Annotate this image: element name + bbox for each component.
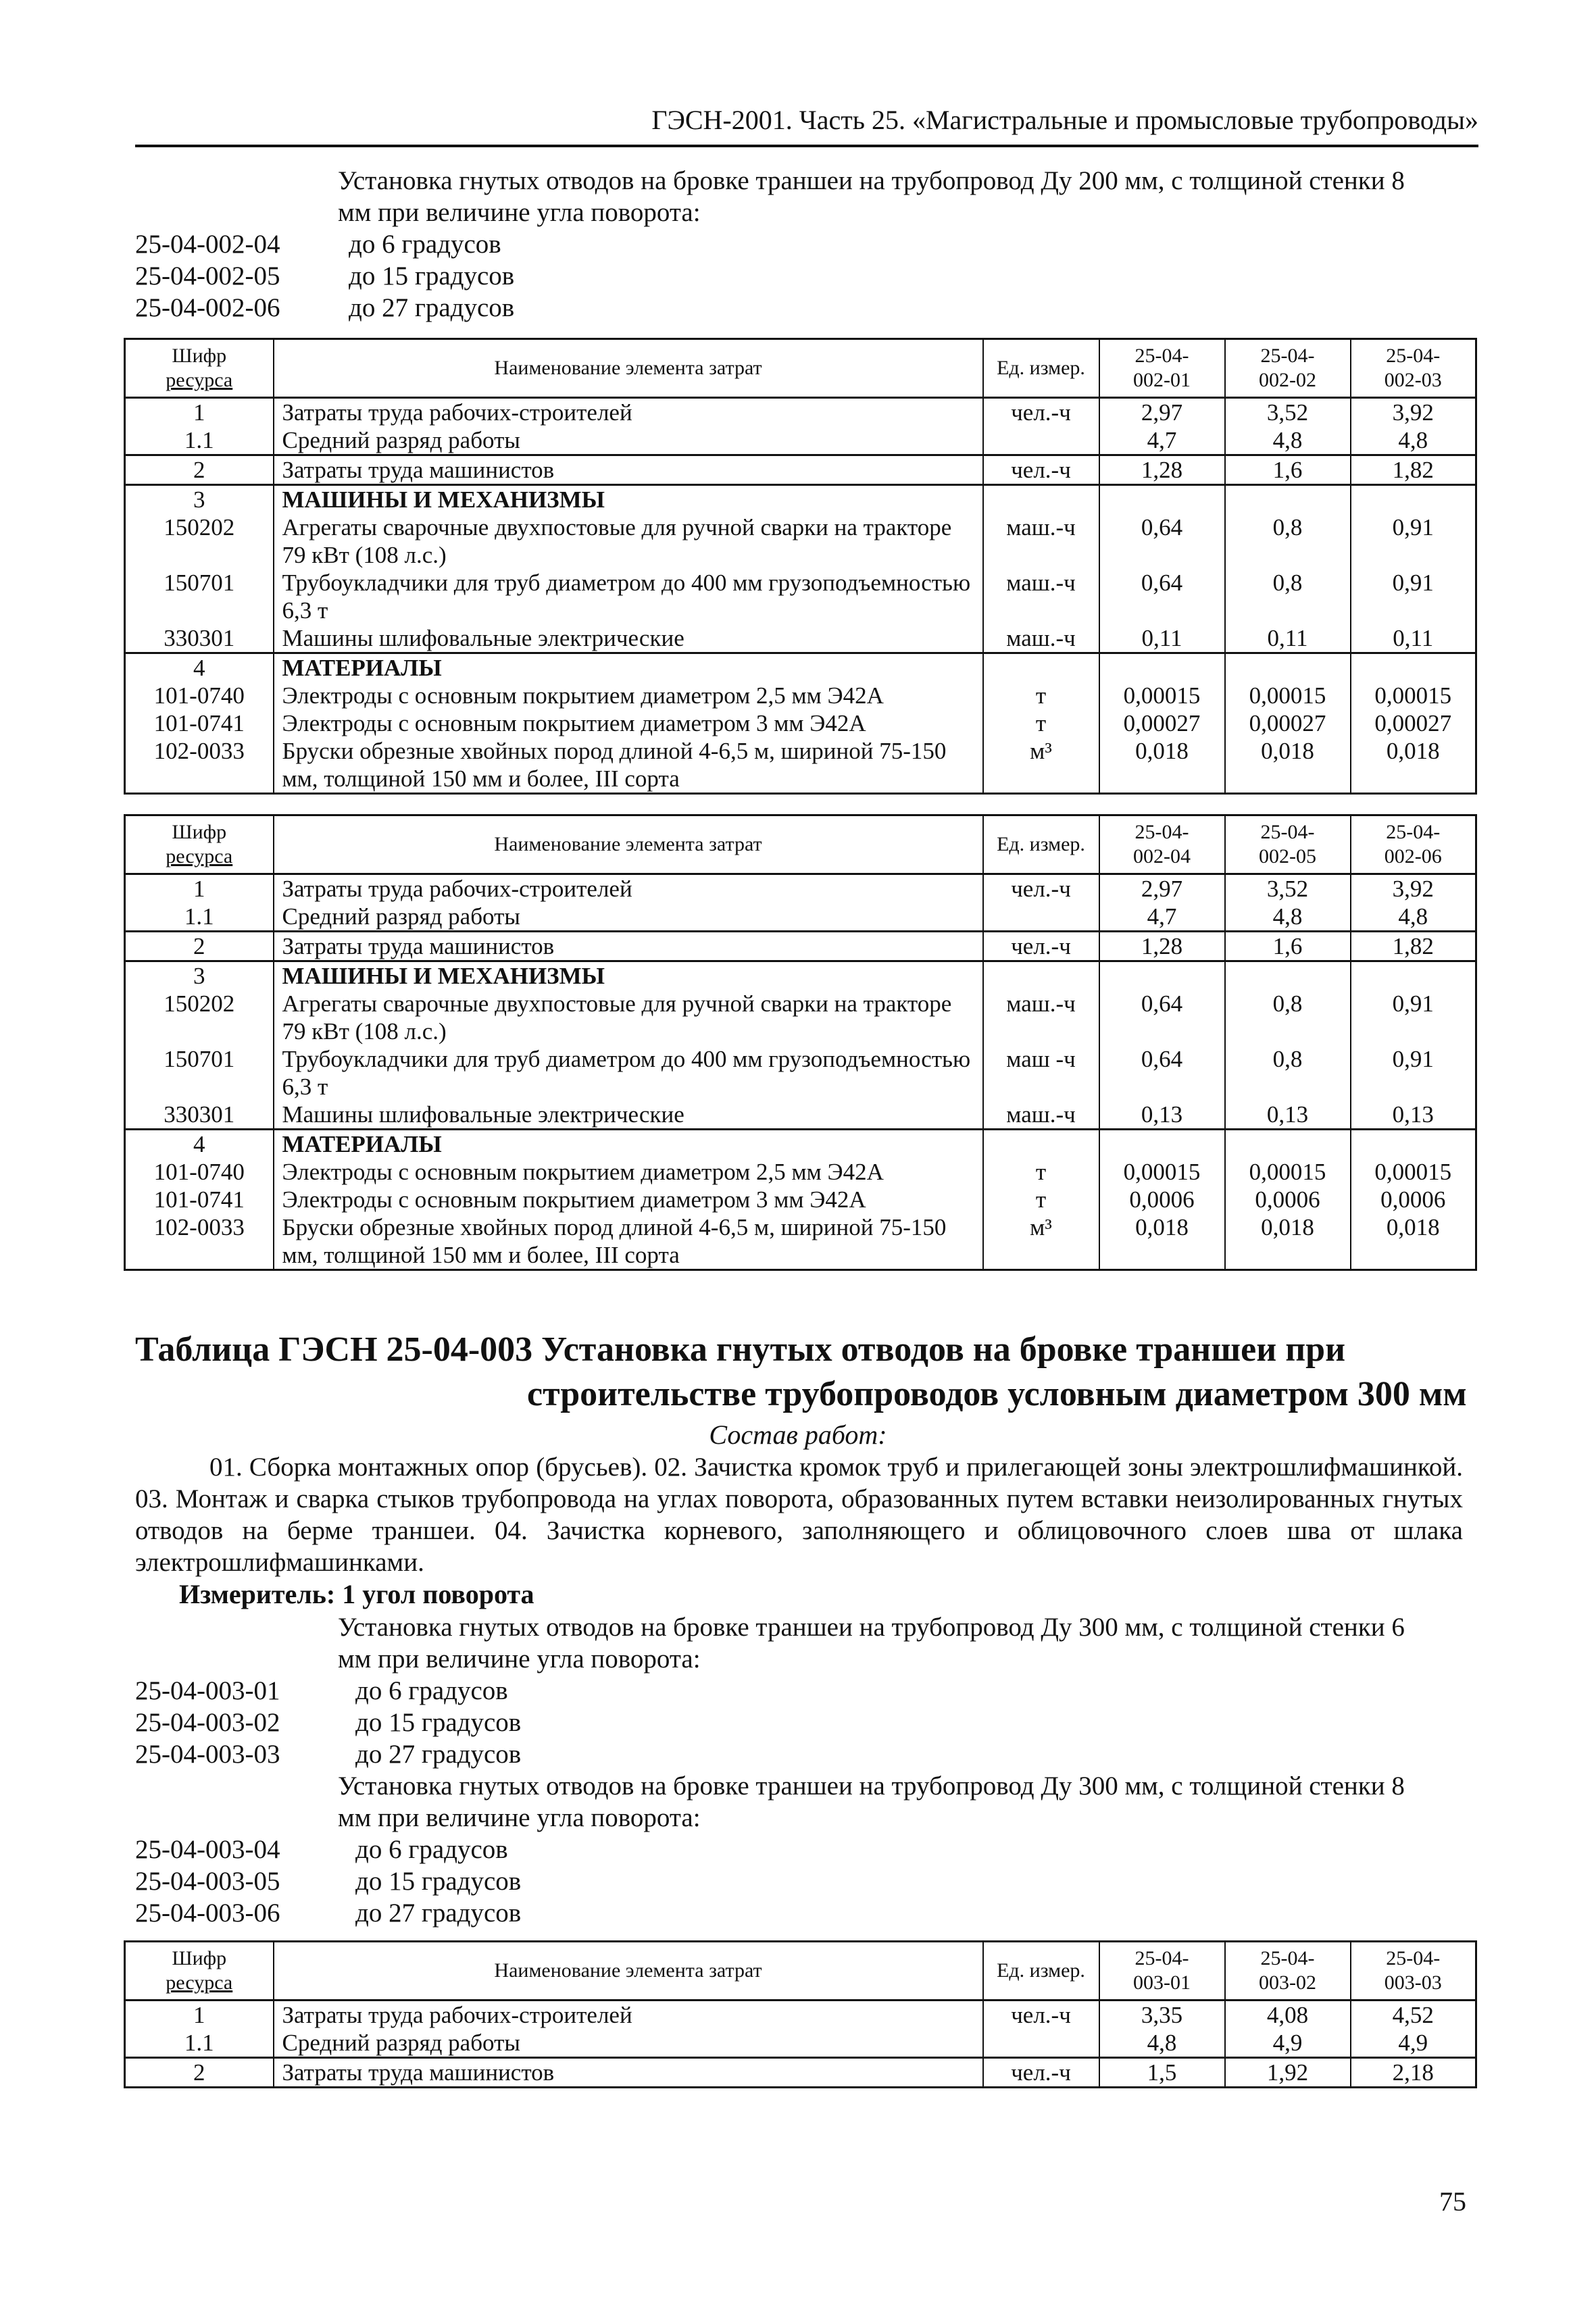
- cell-value: 0,018: [1351, 1213, 1476, 1270]
- measure-unit: Измеритель: 1 угол поворота: [179, 1579, 534, 1609]
- cell-value: 0,11: [1099, 624, 1225, 653]
- table-row: [125, 932, 1476, 961]
- cell-unit: чел.-ч: [983, 398, 1099, 427]
- cell-code: 4: [125, 1130, 274, 1159]
- table-row: [125, 709, 1476, 737]
- work-composition-text: 01. Сборка монтажных опор (брусьев). 02. Зачистка кромок труб и прилегающей зоны электрошлифмашинкой. 03. Монтаж и сварка стыков трубопровода на углах поворота, образованных путем вставки неизолированных гнутых отводов на берме траншеи. 04. Зачистка корневого, заполняющего и облицовочного слоев шва от шлака электрошлифмашинками.: [135, 1453, 1463, 1577]
- intro-item: 25-04-003-02 до 15 градусов: [135, 1708, 522, 1737]
- header-col-2: 25-04- 003-02: [1225, 1942, 1351, 2001]
- table-row: [125, 2058, 1476, 2088]
- cell-value: 1,6: [1225, 455, 1351, 485]
- cell-unit: чел.-ч: [983, 874, 1099, 903]
- table-header-row: [125, 1942, 1476, 2001]
- cell-name: Бруски обрезные хвойных пород длиной 4-6,5 м, шириной 75-150 мм, толщиной 150 мм и более, III сорта: [274, 1213, 983, 1270]
- cell-value: 1,28: [1099, 932, 1225, 961]
- cell-name: МАТЕРИАЛЫ: [274, 1130, 983, 1159]
- header-col-1: 25-04- 003-01: [1099, 1942, 1225, 2001]
- cell-unit: [983, 1130, 1099, 1159]
- cell-value: 0,11: [1225, 624, 1351, 653]
- cell-value: 4,08: [1225, 2001, 1351, 2030]
- cell-value: 0,0006: [1225, 1186, 1351, 1213]
- resource-table-3: [124, 1940, 1477, 2088]
- cell-value: [1099, 1130, 1225, 1159]
- cell-unit: т: [983, 709, 1099, 737]
- cell-name: Электроды с основным покрытием диаметром 2,5 мм Э42А: [274, 1158, 983, 1186]
- cell-name: Средний разряд работы: [274, 426, 983, 455]
- cell-value: 0,00015: [1351, 1158, 1476, 1186]
- intro-item: 25-04-002-04 до 6 градусов: [135, 230, 501, 259]
- table-row: [125, 1045, 1476, 1101]
- cell-code: 4: [125, 653, 274, 682]
- table-row: [125, 737, 1476, 794]
- table-row: [125, 903, 1476, 932]
- cell-name: Средний разряд работы: [274, 903, 983, 932]
- header-col-3: 25-04- 003-03: [1351, 1942, 1476, 2001]
- cell-code: 2: [125, 455, 274, 485]
- intro-item: 25-04-002-06 до 27 градусов: [135, 293, 515, 322]
- section-title: Таблица ГЭСН 25-04-003 Установка гнутых отводов на бровке траншеи при строительстве трубопроводов условным диаметром 300 мм: [135, 1330, 1467, 1413]
- cell-unit: [983, 961, 1099, 990]
- cell-value: 0,91: [1351, 513, 1476, 569]
- cell-value: [1351, 653, 1476, 682]
- cell-code: 101-0741: [125, 1186, 274, 1213]
- cell-value: 0,11: [1351, 624, 1476, 653]
- cell-value: 4,9: [1225, 2029, 1351, 2058]
- cell-name: Затраты труда рабочих-строителей: [274, 874, 983, 903]
- cell-name: Затраты труда машинистов: [274, 455, 983, 485]
- table-row: [125, 513, 1476, 569]
- cell-value: [1225, 653, 1351, 682]
- cell-code: 150701: [125, 1045, 274, 1101]
- cell-value: 0,018: [1225, 737, 1351, 794]
- cell-code: 2: [125, 2058, 274, 2088]
- table-row: [125, 874, 1476, 903]
- cell-value: 2,18: [1351, 2058, 1476, 2088]
- cell-value: 0,64: [1099, 990, 1225, 1045]
- work-composition-heading: Состав работ:: [709, 1419, 887, 1450]
- cell-value: 0,64: [1099, 1045, 1225, 1101]
- table-row: [125, 1158, 1476, 1186]
- cell-value: [1225, 961, 1351, 990]
- table-row: [125, 2029, 1476, 2058]
- cell-value: 1,6: [1225, 932, 1351, 961]
- header-unit: Ед. измер.: [983, 815, 1099, 874]
- cell-unit: маш.-ч: [983, 1101, 1099, 1130]
- header-col-1: 25-04- 002-04: [1099, 815, 1225, 874]
- cell-value: 0,00027: [1351, 709, 1476, 737]
- cell-value: 0,91: [1351, 569, 1476, 624]
- intro-item: 25-04-003-03 до 27 градусов: [135, 1740, 522, 1769]
- cell-code: 102-0033: [125, 1213, 274, 1270]
- cell-name: Трубоукладчики для труб диаметром до 400 мм грузоподъемностью 6,3 т: [274, 569, 983, 624]
- cell-name: Агрегаты сварочные двухпостовые для ручной сварки на тракторе 79 кВт (108 л.с.): [274, 990, 983, 1045]
- cell-value: 4,8: [1351, 426, 1476, 455]
- header-code: Шифр ресурса: [125, 815, 274, 874]
- cell-value: [1225, 1130, 1351, 1159]
- table-header-row: [125, 815, 1476, 874]
- cell-unit: чел.-ч: [983, 2001, 1099, 2030]
- cell-name: Машины шлифовальные электрические: [274, 624, 983, 653]
- table-row: [125, 961, 1476, 990]
- cell-unit: [983, 903, 1099, 932]
- header-name: Наименование элемента затрат: [274, 339, 983, 398]
- cell-unit: маш.-ч: [983, 624, 1099, 653]
- cell-code: 1.1: [125, 903, 274, 932]
- cell-unit: [983, 2029, 1099, 2058]
- resource-table-1: [124, 338, 1477, 795]
- cell-value: 0,00015: [1225, 682, 1351, 709]
- cell-unit: маш -ч: [983, 1045, 1099, 1101]
- cell-value: [1099, 653, 1225, 682]
- cell-value: 1,82: [1351, 932, 1476, 961]
- page-number: 75: [1439, 2186, 1466, 2217]
- cell-unit: чел.-ч: [983, 455, 1099, 485]
- cell-unit: т: [983, 1186, 1099, 1213]
- table-row: [125, 569, 1476, 624]
- cell-name: Машины шлифовальные электрические: [274, 1101, 983, 1130]
- table-row: [125, 2001, 1476, 2030]
- cell-name: Трубоукладчики для труб диаметром до 400 мм грузоподъемностью 6,3 т: [274, 1045, 983, 1101]
- cell-value: [1099, 961, 1225, 990]
- cell-name: МАТЕРИАЛЫ: [274, 653, 983, 682]
- cell-code: 150701: [125, 569, 274, 624]
- cell-code: 2: [125, 932, 274, 961]
- cell-unit: [983, 653, 1099, 682]
- cell-code: 101-0740: [125, 682, 274, 709]
- cell-code: 1: [125, 398, 274, 427]
- cell-value: 0,00015: [1351, 682, 1476, 709]
- cell-name: МАШИНЫ И МЕХАНИЗМЫ: [274, 961, 983, 990]
- header-col-1: 25-04- 002-01: [1099, 339, 1225, 398]
- header-unit: Ед. измер.: [983, 1942, 1099, 2001]
- cell-code: 101-0740: [125, 1158, 274, 1186]
- table-row: [125, 426, 1476, 455]
- cell-value: 0,8: [1225, 990, 1351, 1045]
- cell-value: 1,5: [1099, 2058, 1225, 2088]
- resource-table-2: [124, 814, 1477, 1271]
- cell-value: 4,8: [1351, 903, 1476, 932]
- cell-value: 0,8: [1225, 569, 1351, 624]
- intro-text-line: Установка гнутых отводов на бровке траншеи на трубопровод Ду 300 мм, с толщиной стенки 8: [338, 1771, 1405, 1801]
- cell-value: 0,0006: [1351, 1186, 1476, 1213]
- cell-value: 0,91: [1351, 990, 1476, 1045]
- header-col-2: 25-04- 002-02: [1225, 339, 1351, 398]
- intro-text-line: мм при величине угла поворота:: [338, 198, 701, 227]
- cell-value: 3,92: [1351, 874, 1476, 903]
- cell-value: 4,8: [1099, 2029, 1225, 2058]
- cell-name: Агрегаты сварочные двухпостовые для ручной сварки на тракторе 79 кВт (108 л.с.): [274, 513, 983, 569]
- header-col-3: 25-04- 002-06: [1351, 815, 1476, 874]
- cell-value: 2,97: [1099, 874, 1225, 903]
- intro-text-line: Установка гнутых отводов на бровке траншеи на трубопровод Ду 200 мм, с толщиной стенки 8: [338, 166, 1405, 195]
- cell-value: 0,13: [1099, 1101, 1225, 1130]
- table-row: [125, 485, 1476, 514]
- cell-value: 1,92: [1225, 2058, 1351, 2088]
- table-row: [125, 990, 1476, 1045]
- cell-unit: маш.-ч: [983, 513, 1099, 569]
- cell-code: 330301: [125, 624, 274, 653]
- cell-code: 1.1: [125, 426, 274, 455]
- cell-name: МАШИНЫ И МЕХАНИЗМЫ: [274, 485, 983, 514]
- header-col-3: 25-04- 002-03: [1351, 339, 1476, 398]
- cell-unit: т: [983, 1158, 1099, 1186]
- intro-block-1: [135, 165, 1487, 324]
- cell-value: 0,0006: [1099, 1186, 1225, 1213]
- intro-item: 25-04-003-04 до 6 градусов: [135, 1835, 508, 1864]
- header-code: Шифр ресурса: [125, 339, 274, 398]
- cell-value: 0,018: [1099, 737, 1225, 794]
- cell-value: 3,52: [1225, 398, 1351, 427]
- cell-name: Затраты труда машинистов: [274, 2058, 983, 2088]
- cell-name: Электроды с основным покрытием диаметром 3 мм Э42А: [274, 1186, 983, 1213]
- intro-block-2: [135, 1611, 1487, 1929]
- cell-name: Электроды с основным покрытием диаметром 2,5 мм Э42А: [274, 682, 983, 709]
- cell-unit: маш.-ч: [983, 569, 1099, 624]
- cell-value: 0,018: [1099, 1213, 1225, 1270]
- cell-value: 3,52: [1225, 874, 1351, 903]
- cell-value: 4,9: [1351, 2029, 1476, 2058]
- cell-code: 330301: [125, 1101, 274, 1130]
- cell-code: 1: [125, 874, 274, 903]
- intro-text-line: мм при величине угла поворота:: [338, 1803, 701, 1832]
- cell-value: 1,28: [1099, 455, 1225, 485]
- table-row: [125, 1186, 1476, 1213]
- table-row: [125, 1101, 1476, 1130]
- header-code: Шифр ресурса: [125, 1942, 274, 2001]
- cell-value: 0,00027: [1225, 709, 1351, 737]
- cell-name: Средний разряд работы: [274, 2029, 983, 2058]
- cell-value: 4,7: [1099, 903, 1225, 932]
- cell-value: 0,91: [1351, 1045, 1476, 1101]
- header-name: Наименование элемента затрат: [274, 815, 983, 874]
- cell-unit: чел.-ч: [983, 2058, 1099, 2088]
- intro-item: 25-04-003-05 до 15 градусов: [135, 1867, 522, 1896]
- table-row: [125, 398, 1476, 427]
- cell-code: 101-0741: [125, 709, 274, 737]
- cell-code: 150202: [125, 990, 274, 1045]
- cell-value: 0,00015: [1099, 682, 1225, 709]
- intro-text-line: Установка гнутых отводов на бровке траншеи на трубопровод Ду 300 мм, с толщиной стенки 6: [338, 1613, 1405, 1642]
- intro-item: 25-04-003-01 до 6 градусов: [135, 1676, 508, 1705]
- table-row: [125, 653, 1476, 682]
- cell-name: Затраты труда рабочих-строителей: [274, 398, 983, 427]
- cell-name: Затраты труда машинистов: [274, 932, 983, 961]
- cell-value: 0,64: [1099, 513, 1225, 569]
- table-row: [125, 1213, 1476, 1270]
- cell-value: 2,97: [1099, 398, 1225, 427]
- cell-value: 0,018: [1225, 1213, 1351, 1270]
- cell-code: 1.1: [125, 2029, 274, 2058]
- table-row: [125, 624, 1476, 653]
- cell-code: 150202: [125, 513, 274, 569]
- cell-code: 3: [125, 961, 274, 990]
- cell-unit: чел.-ч: [983, 932, 1099, 961]
- cell-name: Бруски обрезные хвойных пород длиной 4-6,5 м, шириной 75-150 мм, толщиной 150 мм и более, III сорта: [274, 737, 983, 794]
- cell-value: 0,13: [1225, 1101, 1351, 1130]
- page-header: ГЭСН-2001. Часть 25. «Магистральные и промысловые трубопроводы»: [135, 103, 1478, 147]
- cell-value: [1225, 485, 1351, 514]
- table-row: [125, 455, 1476, 485]
- cell-value: 4,7: [1099, 426, 1225, 455]
- cell-name: Электроды с основным покрытием диаметром 3 мм Э42А: [274, 709, 983, 737]
- cell-value: 1,82: [1351, 455, 1476, 485]
- cell-value: 4,8: [1225, 426, 1351, 455]
- cell-code: 1: [125, 2001, 274, 2030]
- cell-value: 3,92: [1351, 398, 1476, 427]
- cell-unit: т: [983, 682, 1099, 709]
- cell-value: 4,8: [1225, 903, 1351, 932]
- header-col-2: 25-04- 002-05: [1225, 815, 1351, 874]
- table-row: [125, 1130, 1476, 1159]
- cell-value: 0,13: [1351, 1101, 1476, 1130]
- table-row: [125, 682, 1476, 709]
- header-name: Наименование элемента затрат: [274, 1942, 983, 2001]
- cell-value: 0,00015: [1225, 1158, 1351, 1186]
- intro-item: 25-04-002-05 до 15 градусов: [135, 261, 515, 291]
- intro-item: 25-04-003-06 до 27 градусов: [135, 1898, 522, 1928]
- cell-unit: м³: [983, 1213, 1099, 1270]
- cell-value: [1099, 485, 1225, 514]
- header-unit: Ед. измер.: [983, 339, 1099, 398]
- cell-value: 0,64: [1099, 569, 1225, 624]
- cell-value: 0,018: [1351, 737, 1476, 794]
- cell-value: 0,8: [1225, 1045, 1351, 1101]
- table-header-row: [125, 339, 1476, 398]
- cell-value: [1351, 485, 1476, 514]
- cell-value: 3,35: [1099, 2001, 1225, 2030]
- cell-value: [1351, 1130, 1476, 1159]
- cell-name: Затраты труда рабочих-строителей: [274, 2001, 983, 2030]
- cell-code: 3: [125, 485, 274, 514]
- cell-unit: маш.-ч: [983, 990, 1099, 1045]
- cell-value: 4,52: [1351, 2001, 1476, 2030]
- cell-unit: м³: [983, 737, 1099, 794]
- cell-unit: [983, 485, 1099, 514]
- cell-value: 0,00027: [1099, 709, 1225, 737]
- cell-unit: [983, 426, 1099, 455]
- cell-value: 0,00015: [1099, 1158, 1225, 1186]
- cell-value: 0,8: [1225, 513, 1351, 569]
- cell-code: 102-0033: [125, 737, 274, 794]
- intro-text-line: мм при величине угла поворота:: [338, 1644, 701, 1674]
- cell-value: [1351, 961, 1476, 990]
